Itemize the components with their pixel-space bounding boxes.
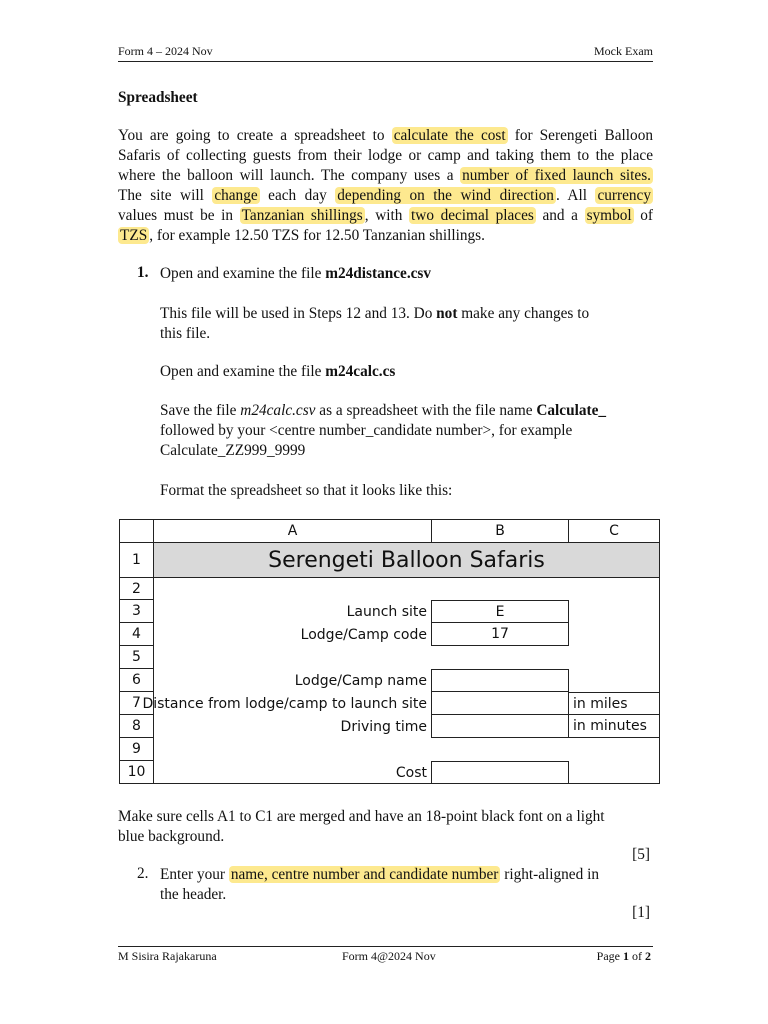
cell-c8: in minutes [569,715,660,738]
q1-use-note: This file will be used in Steps 12 and 13. Do not make any changes to this file. [160,305,590,342]
q1-format-instruction: Format the spreadsheet so that it looks like this: [160,482,453,499]
header-rule [118,61,653,62]
header-right: Mock Exam [594,44,653,58]
q1-open-distance: Open and examine the file m24distance.csv [160,265,432,282]
row-number: 9 [119,738,154,761]
q2-marks: [1] [632,904,650,921]
cell-b10 [432,761,569,784]
section-title: Spreadsheet [118,89,198,106]
row-number: 8 [119,715,154,738]
footer-center: Form 4@2024 Nov [342,949,436,963]
row-number: 7 [119,692,154,715]
cell-c7: in miles [569,692,660,715]
cell-b8 [432,715,569,738]
cell-b6 [432,669,569,692]
cell-b7 [432,692,569,715]
header-left: Form 4 – 2024 Nov [118,44,213,58]
cell-b3: E [432,600,569,623]
row-number: 10 [119,761,154,784]
cell-a3: Launch site [154,600,432,623]
col-header-b: B [432,519,569,543]
corner-cell [119,519,154,543]
cell-a6: Lodge/Camp name [154,669,432,692]
intro-paragraph: You are going to create a spreadsheet to calculate the cost for Serengeti Balloon Safaris of collecting guests from their lodge or camp and taking them to the place where the balloon will launch. The company uses a number of fixed launch sites. The site will change each day depending on the wind direction . All currency values must be in Tanzanian shillings , with two decimal places and a symbol of TZS , for example 12.50 TZS for 12.50 Tanzanian shillings. [118,127,653,244]
q1-marks: [5] [632,846,650,863]
table-right-border [659,578,660,784]
q1-merge-instruction: Make sure cells A1 to C1 are merged and have an 18-point black font on a light blue background. [118,808,605,845]
cell-b4: 17 [432,623,569,646]
footer-page-number: Page 1 of 2 [596,949,651,963]
q1-save-instruction: Save the file m24calc.csv as a spreadsheet with the file name Calculate_ followed by your <centre number_candidate number>, for example Calculate_ZZ999_9999 [160,402,607,459]
cell-a10: Cost [154,761,432,784]
q1-open-calc: Open and examine the file m24calc.cs [160,363,396,380]
cell-a7: Distance from lodge/camp to launch site [154,692,432,715]
row-number: 2 [119,578,154,600]
row-number: 6 [119,669,154,692]
row-number: 4 [119,623,154,646]
row-number: 1 [119,543,154,578]
cell-a8: Driving time [154,715,432,738]
q2-number: 2. [137,865,149,882]
col-header-c: C [569,519,660,543]
row-number: 3 [119,600,154,623]
q2-text: Enter your name, centre number and candidate number right-aligned in the header. [160,866,599,903]
col-header-a: A [154,519,432,543]
footer-rule [118,946,653,947]
cell-a4: Lodge/Camp code [154,623,432,646]
title-cell-merged: Serengeti Balloon Safaris [154,543,660,578]
q1-number: 1. [137,264,149,281]
footer-left: M Sisira Rajakaruna [118,949,217,963]
row-number: 5 [119,646,154,669]
